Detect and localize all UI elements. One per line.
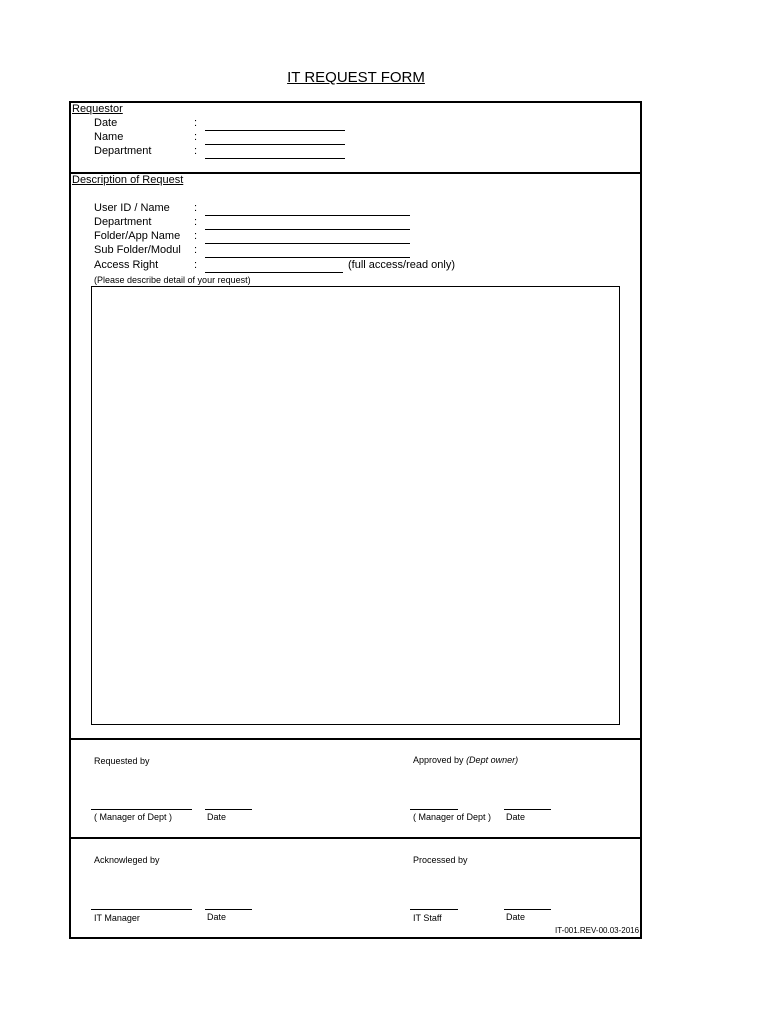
requestor-name-colon: : <box>194 131 198 143</box>
user-id-label: User ID / Name <box>94 202 170 214</box>
processed-by-label: Processed by <box>413 855 468 865</box>
it-staff-signature-line[interactable] <box>410 909 458 910</box>
date-1-label: Date <box>207 812 227 822</box>
requestor-department-field[interactable] <box>205 158 345 159</box>
folder-app-field[interactable] <box>205 243 410 244</box>
approved-by-note: (Dept owner) <box>466 755 519 765</box>
date-2-line[interactable] <box>504 809 551 810</box>
requestor-name-label: Name <box>94 131 124 143</box>
department-label: Department <box>94 216 152 228</box>
sub-folder-label: Sub Folder/Modul <box>94 244 181 256</box>
access-right-field[interactable] <box>205 272 343 273</box>
department-field[interactable] <box>205 229 410 230</box>
user-id-colon: : <box>194 202 198 214</box>
form-title: IT REQUEST FORM <box>287 69 425 86</box>
department-colon: : <box>194 216 198 228</box>
folder-app-label: Folder/App Name <box>94 230 181 242</box>
approved-by-text: Approved by <box>413 755 464 765</box>
acknowledged-by-label: Acknowleged by <box>94 855 160 865</box>
description-heading: Description of Request <box>72 174 184 186</box>
folder-app-colon: : <box>194 230 198 242</box>
sub-folder-colon: : <box>194 244 198 256</box>
detail-hint: (Please describe detail of your request) <box>94 275 251 285</box>
divider-approval <box>69 837 642 839</box>
date-1-line[interactable] <box>205 809 252 810</box>
date-4-label: Date <box>506 912 526 922</box>
date-3-label: Date <box>207 912 227 922</box>
access-right-label: Access Right <box>94 259 159 271</box>
it-manager-label: IT Manager <box>94 913 140 923</box>
requestor-department-label: Department <box>94 145 152 157</box>
requestor-date-label: Date <box>94 117 118 129</box>
requestor-date-colon: : <box>194 117 198 129</box>
requested-by-label: Requested by <box>94 756 150 766</box>
date-4-line[interactable] <box>504 909 551 910</box>
access-right-colon: : <box>194 259 198 271</box>
access-right-note: (full access/read only) <box>348 259 455 271</box>
date-3-line[interactable] <box>205 909 252 910</box>
requestor-name-field[interactable] <box>205 144 345 145</box>
requestor-heading: Requestor <box>72 103 123 115</box>
date-2-label: Date <box>506 812 526 822</box>
manager-left-label: ( Manager of Dept ) <box>94 812 173 822</box>
it-manager-signature-line[interactable] <box>91 909 192 910</box>
manager-right-signature-line[interactable] <box>410 809 458 810</box>
it-staff-label: IT Staff <box>413 913 442 923</box>
approved-by-label <box>413 754 518 766</box>
requestor-department-colon: : <box>194 145 198 157</box>
divider-description <box>69 738 642 740</box>
document-code: IT-001.REV-00.03-2016 <box>555 926 640 935</box>
manager-right-label: ( Manager of Dept ) <box>413 812 492 822</box>
manager-left-signature-line[interactable] <box>91 809 192 810</box>
request-detail-box[interactable] <box>91 286 620 725</box>
user-id-field[interactable] <box>205 215 410 216</box>
requestor-date-field[interactable] <box>205 130 345 131</box>
